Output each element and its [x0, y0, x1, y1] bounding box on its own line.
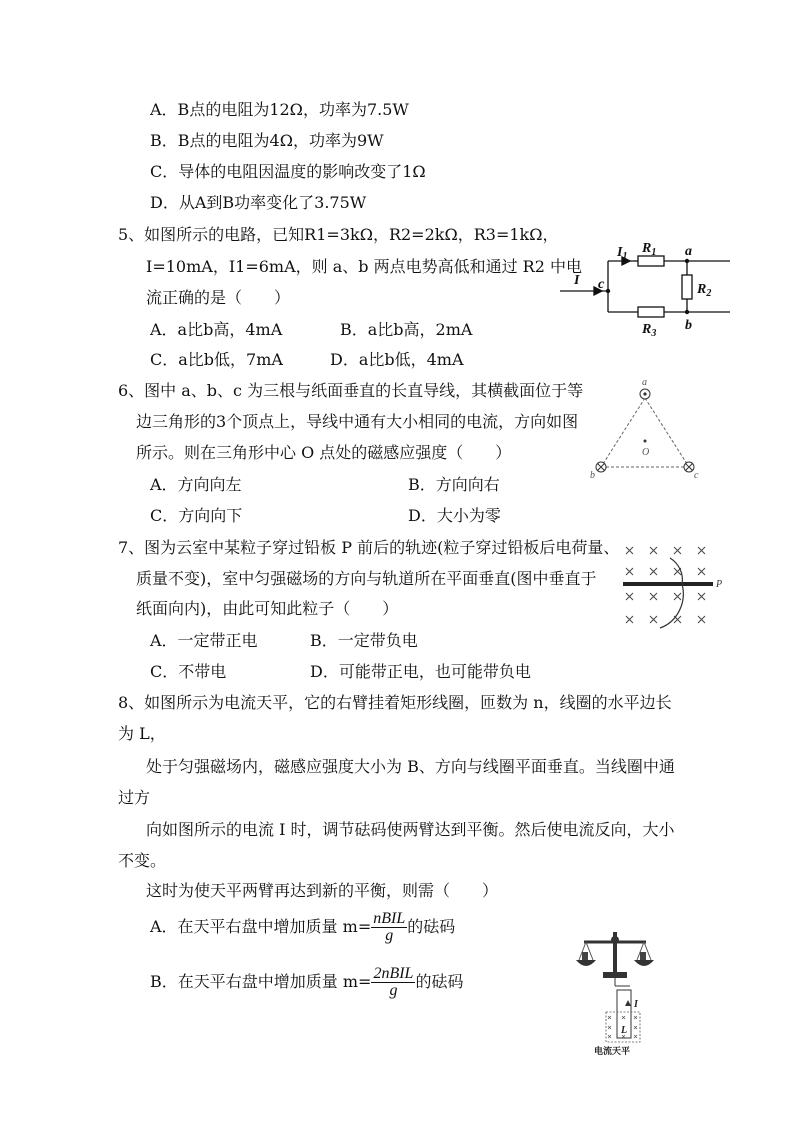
resistor-r2: [682, 275, 692, 299]
label-i: I: [574, 273, 580, 288]
lead-plate: [623, 582, 713, 586]
svg-text:c: c: [598, 277, 605, 292]
svg-text:I: I: [634, 999, 638, 1010]
q6-stem-line3: 所示。则在三角形中心 O 点处的磁感应强度（ ）: [136, 443, 512, 462]
q7-option-d: D．可能带正电，也可能带负电: [310, 662, 531, 681]
svg-text:b: b: [590, 470, 595, 481]
q7-stem-line1: 7、图为云室中某粒子穿过铅板 P 前后的轨迹(粒子穿过铅板后电荷量、: [118, 538, 620, 557]
svg-text:电流天平: 电流天平: [594, 1047, 631, 1057]
q6-option-c: C．方向向下: [150, 506, 243, 525]
svg-text:O: O: [642, 447, 650, 458]
q8-option-b: B．在天平右盘中增加质量 m= $\frac{\text{2nBIL}}{g}$ 的砝码: [150, 965, 464, 999]
q4-option-c: C．导体的电阻因温度的影响改变了1Ω: [150, 162, 426, 181]
q5-option-a: A．a比b高，4mA: [150, 320, 283, 339]
q4-option-a: A．B点的电阻为12Ω，功率为7.5W: [150, 100, 409, 119]
q8-stem-line7: 这时为使天平两臂再达到新的平衡，则需（ ）: [146, 881, 499, 900]
svg-text:I1: $I_1$: [617, 245, 628, 262]
q7-stem-line3: 纸面向内)，由此可知此粒子（ ）: [136, 599, 399, 618]
q7-option-b: B．一定带负电: [310, 631, 418, 650]
svg-text:R3: $R_3$: [642, 322, 657, 339]
q5-stem-line1: 5、如图所示的电路，已知R1=3kΩ，R2=2kΩ，R3=1kΩ，: [118, 225, 559, 244]
q5-option-b: B．a比b高，2mA: [340, 320, 473, 339]
q8-stem-line4: 过方: [118, 788, 151, 807]
svg-text:a: a: [642, 378, 647, 388]
q5-stem-line2: I=10mA，I1=6mA，则 a、b 两点电势高低和通过 R2 中电: [146, 257, 582, 276]
q4-option-b: B．B点的电阻为4Ω，功率为9W: [150, 131, 384, 150]
svg-text:R2: $R_2$: [697, 282, 712, 299]
q6-stem-line1: 6、图中 a、b、c 为三根与纸面垂直的长直导线，其横截面位于等: [118, 381, 584, 400]
q6-triangle-diagram: [585, 378, 705, 483]
q7-option-c: C．不带电: [150, 662, 227, 681]
resistor-r3: [638, 307, 664, 317]
q7-cloud-chamber-diagram: [620, 540, 730, 630]
svg-text:b: b: [685, 318, 692, 333]
q6-option-d: D．大小为零: [408, 506, 501, 525]
q8-stem-line5: 向如图所示的电流 I 时，调节砝码使两臂达到平衡。然后使电流反向，大小: [146, 820, 675, 839]
q4-option-d: D．从A到B功率变化了3.75W: [150, 193, 367, 212]
q7-option-a: A．一定带正电: [150, 631, 258, 650]
q6-option-b: B．方向向右: [408, 475, 500, 494]
q8-stem-line1: 8、如图所示为电流天平，它的右臂挂着矩形线圈，匝数为 n，线圈的水平边长: [118, 693, 672, 712]
q8-option-a: A．在天平右盘中增加质量 m= $\frac{\text{nBIL}}{g}$ 的砝码: [150, 910, 456, 944]
svg-text:P: P: [716, 579, 723, 590]
q5-option-c: C．a比b低，7mA: [150, 350, 283, 369]
q6-stem-line2: 边三角形的3个顶点上，导线中通有大小相同的电流，方向如图: [136, 412, 579, 431]
svg-text:R1: $R_1$: [642, 241, 657, 258]
q5-circuit-diagram: [560, 240, 730, 340]
q8-stem-line6: 不变。: [118, 851, 167, 870]
q8-current-balance-diagram: [570, 930, 660, 1060]
svg-text:a: a: [685, 244, 692, 259]
q6-option-a: A．方向向左: [150, 475, 242, 494]
svg-text:L: L: [621, 1025, 628, 1036]
q5-stem-line3: 流正确的是（ ）: [146, 288, 291, 307]
q8-stem-line3: 处于匀强磁场内，磁感应强度大小为 B、方向与线圈平面垂直。当线圈中通: [146, 757, 675, 776]
q8-stem-line2: 为 L，: [118, 724, 166, 743]
q7-stem-line2: 质量不变)，室中匀强磁场的方向与轨道所在平面垂直(图中垂直于: [136, 569, 597, 588]
svg-text:c: c: [694, 470, 699, 481]
q5-option-d: D．a比b低，4mA: [330, 350, 464, 369]
